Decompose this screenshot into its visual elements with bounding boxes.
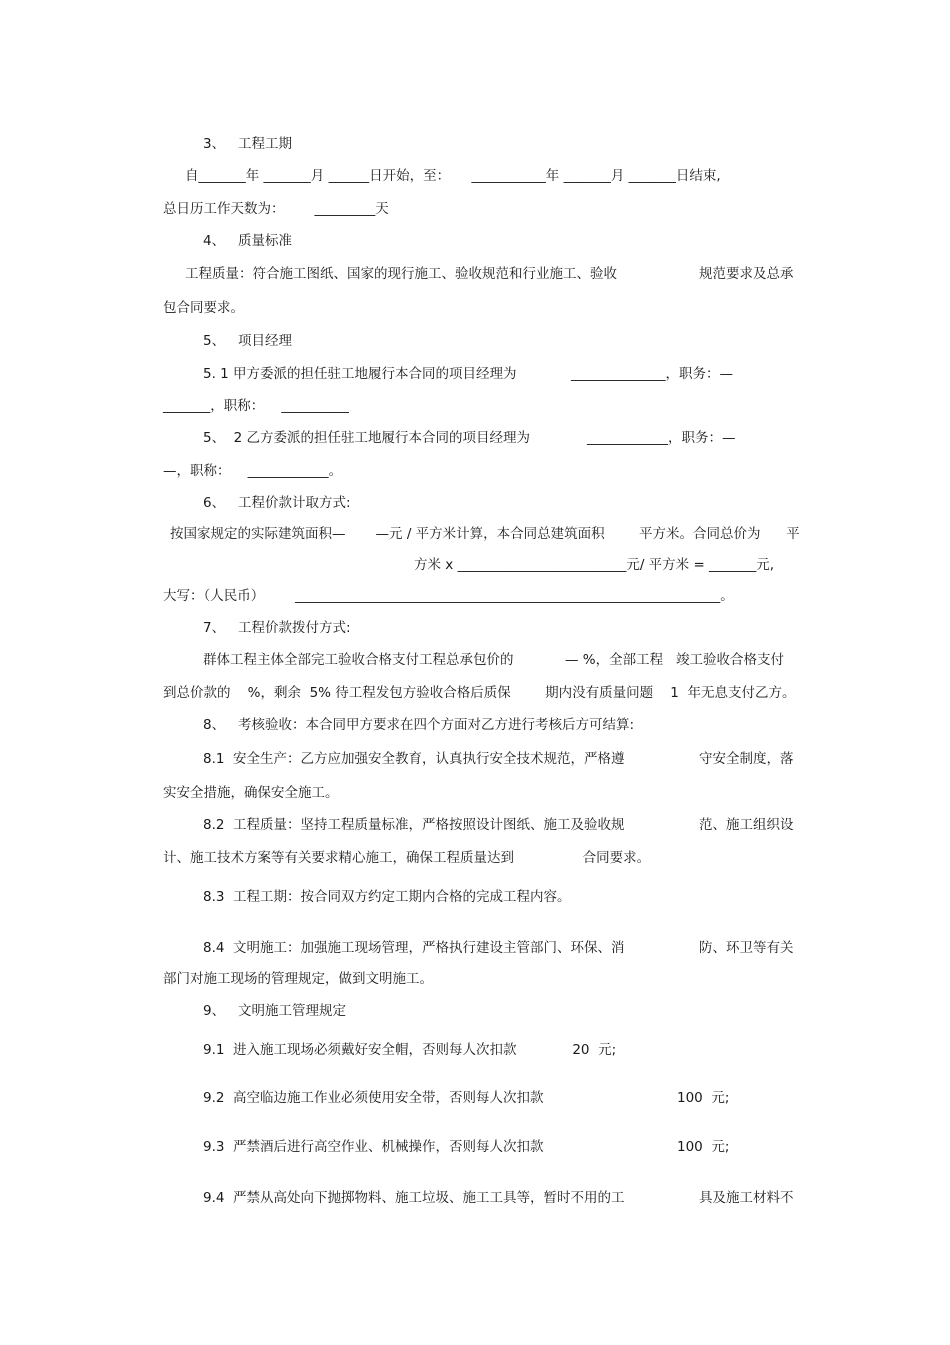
clause-9-1: 9.1 进入施工现场必须戴好安全帽，否则每人次扣款 20 元; xyxy=(203,1042,617,1058)
payment-line-2: 到总价款的 %，剩余 5% 待工程发包方验收合格后质保 期内没有质量问题 1 年无息支付乙方。 xyxy=(163,685,796,701)
section-5-heading: 5、 项目经理 xyxy=(203,333,292,349)
total-days-line: 总日历工作天数为： _________天 xyxy=(163,201,389,217)
clause-8-4-line-2: 部门对施工现场的管理规定，做到文明施工。 xyxy=(163,971,433,987)
clause-8-1-line-1: 8.1 安全生产：乙方应加强安全教育，认真执行安全技术规范，严格遵 xyxy=(203,751,625,767)
clause-9-3-fine: 100 元; xyxy=(677,1139,730,1155)
quality-line-1: 工程质量：符合施工图纸、国家的现行施工、验收规范和行业施工、验收 xyxy=(185,266,617,282)
quality-line-1-end: 规范要求及总承 xyxy=(699,266,794,282)
schedule-dates-line: 自_______年 _______月 ______日开始，至： ___________年 _______月 _______日结束, xyxy=(185,168,721,184)
clause-8-2-line-1-end: 范、施工组织设 xyxy=(699,817,794,833)
section-4-heading: 4、 质量标准 xyxy=(203,233,292,249)
section-7-heading: 7、 工程价款拨付方式: xyxy=(203,620,351,636)
party-b-title-line: —，职称： ____________。 xyxy=(163,463,343,479)
party-a-manager-line: 5. 1 甲方委派的担任驻工地履行本合同的项目经理为 xyxy=(203,366,517,382)
clause-9-4-end: 具及施工材料不 xyxy=(699,1190,794,1206)
clause-9-2: 9.2 高空临边施工作业必须使用安全带，否则每人次扣款 xyxy=(203,1090,544,1106)
clause-9-4: 9.4 严禁从高处向下抛掷物料、施工垃圾、施工工具等，暂时不用的工 xyxy=(203,1190,625,1206)
party-b-manager-fields: ____________，职务：— xyxy=(587,430,736,446)
section-6-heading: 6、 工程价款计取方式: xyxy=(203,495,351,511)
section-9-heading: 9、 文明施工管理规定 xyxy=(203,1003,346,1019)
clause-8-2-line-1: 8.2 工程质量：坚持工程质量标准，严格按照设计图纸、施工及验收规 xyxy=(203,817,625,833)
party-a-title-line: _______，职称： __________ xyxy=(163,398,349,414)
amount-in-words-blank: _______________________________________________________________。 xyxy=(295,588,734,604)
quality-line-2: 包合同要求。 xyxy=(163,300,244,316)
clause-9-3: 9.3 严禁酒后进行高空作业、机械操作，否则每人次扣款 xyxy=(203,1139,544,1155)
clause-8-2-line-2: 计、施工技术方案等有关要求精心施工，确保工程质量达到 合同要求。 xyxy=(163,850,651,866)
party-a-manager-fields: ______________，职务：— xyxy=(571,366,733,382)
price-calc-line-2: 方米 x _________________________元/ 平方米 = _______元, xyxy=(414,557,775,573)
clause-8-4-line-1-end: 防、环卫等有关 xyxy=(699,940,794,956)
clause-8-3: 8.3 工程工期：按合同双方约定工期内合格的完成工程内容。 xyxy=(203,889,571,905)
payment-line-1: 群体工程主体全部完工验收合格支付工程总承包价的 — %，全部工程 竣工验收合格支付 xyxy=(203,652,784,668)
section-3-heading: 3、 工程工期 xyxy=(203,136,292,152)
clause-8-1-line-1-end: 守安全制度，落 xyxy=(699,751,794,767)
clause-9-2-fine: 100 元; xyxy=(677,1090,730,1106)
clause-8-4-line-1: 8.4 文明施工：加强施工现场管理，严格执行建设主管部门、环保、消 xyxy=(203,940,625,956)
price-calc-line-1: 按国家规定的实际建筑面积— —元 / 平方米计算，本合同总建筑面积 平方米。合同总价为 平 xyxy=(170,526,800,542)
clause-8-1-line-2: 实安全措施，确保安全施工。 xyxy=(163,785,339,801)
section-8-heading: 8、 考核验收：本合同甲方要求在四个方面对乙方进行考核后方可结算: xyxy=(203,717,635,733)
party-b-manager-line: 5、 2 乙方委派的担任驻工地履行本合同的项目经理为 xyxy=(203,430,531,446)
amount-in-words-label: 大写：（人民币） xyxy=(163,588,265,604)
